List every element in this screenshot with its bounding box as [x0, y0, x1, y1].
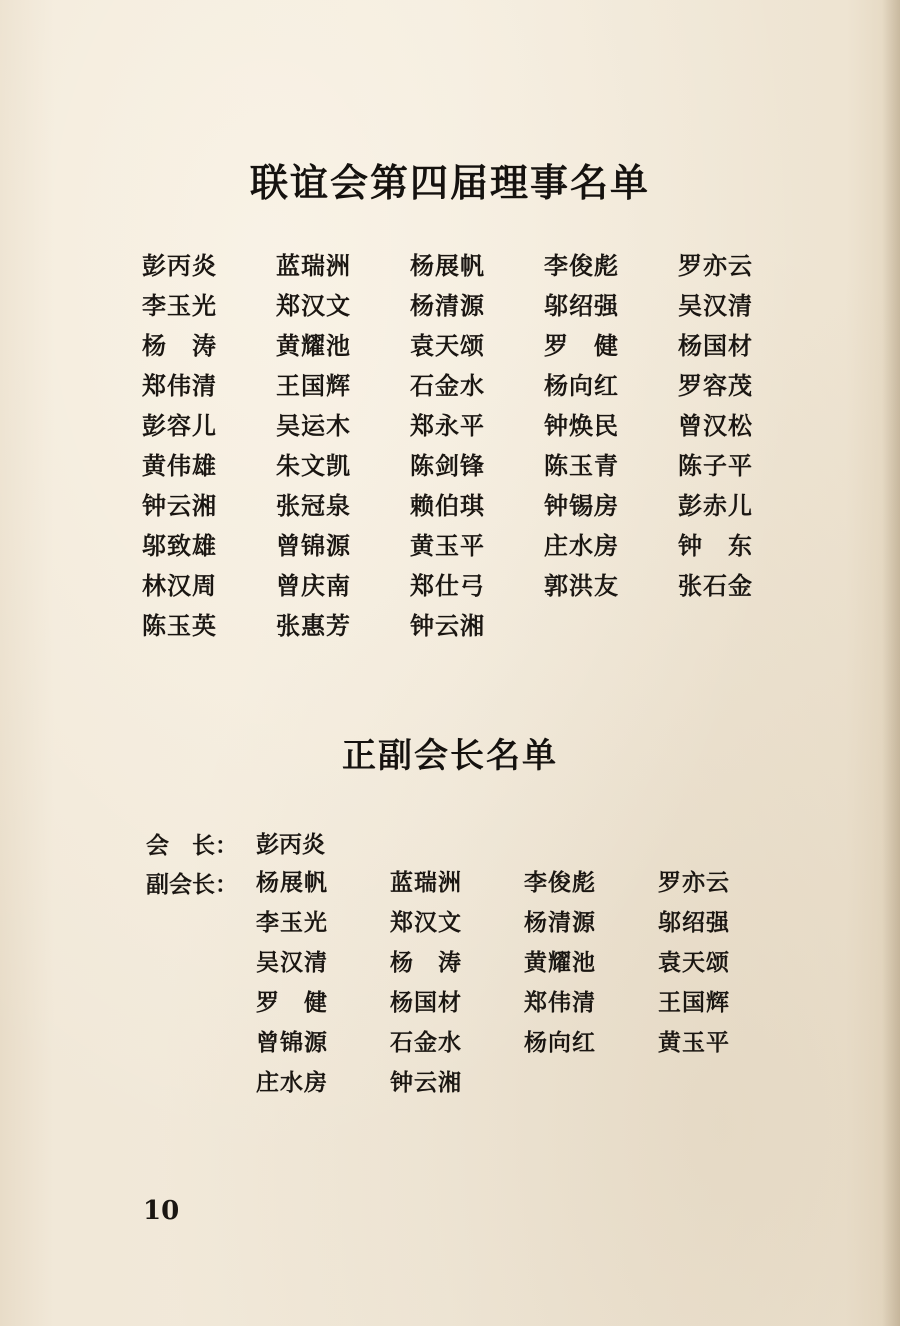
director-name: 吴运木	[276, 412, 351, 440]
director-name: 庄水房	[544, 532, 619, 560]
director-name: 钟锡房	[544, 492, 619, 520]
director-name: 黄耀池	[276, 332, 351, 360]
director-name: 郑仕弓	[410, 572, 485, 600]
director-name: 黄玉平	[410, 532, 485, 560]
director-name: 曾庆南	[276, 572, 351, 600]
director-name: 罗容茂	[678, 372, 753, 400]
vice-president-name: 王国辉	[658, 990, 730, 1016]
director-name: 杨展帆	[410, 252, 485, 280]
vice-president-label: 副会长：	[146, 872, 238, 898]
director-name: 郑汉文	[276, 292, 351, 320]
director-name: 钟云湘	[142, 492, 217, 520]
vice-president-name: 杨 涛	[390, 950, 462, 976]
vice-presidents-list	[256, 864, 792, 1104]
vice-president-name: 黄耀池	[524, 950, 596, 976]
leaders-title: 正副会长名单	[342, 736, 558, 776]
vice-president-name: 杨展帆	[256, 870, 328, 896]
director-name: 郑永平	[410, 412, 485, 440]
director-name: 杨国材	[678, 332, 753, 360]
vice-president-name: 吴汉清	[256, 950, 328, 976]
director-name: 吴汉清	[678, 292, 753, 320]
director-name: 杨 涛	[142, 332, 217, 360]
director-name: 邬致雄	[142, 532, 217, 560]
director-name: 罗亦云	[678, 252, 753, 280]
president-name: 彭丙炎	[256, 832, 325, 858]
director-name: 陈剑锋	[410, 452, 485, 480]
director-name: 钟 东	[678, 532, 753, 560]
director-name: 陈玉英	[142, 612, 217, 640]
director-name: 黄伟雄	[142, 452, 217, 480]
vice-president-name: 郑汉文	[390, 910, 462, 936]
vice-president-name: 李玉光	[256, 910, 328, 936]
director-name: 李俊彪	[544, 252, 619, 280]
vice-president-name: 曾锦源	[256, 1030, 328, 1056]
vice-president-name: 庄水房	[256, 1070, 328, 1096]
director-name: 蓝瑞洲	[276, 252, 351, 280]
director-name: 杨清源	[410, 292, 485, 320]
director-name: 袁天颂	[410, 332, 485, 360]
vice-president-name: 黄玉平	[658, 1030, 730, 1056]
director-name: 曾锦源	[276, 532, 351, 560]
president-label: 会 长：	[146, 833, 238, 859]
director-name: 彭赤儿	[678, 492, 753, 520]
vice-president-name: 钟云湘	[390, 1070, 462, 1096]
directors-title: 联谊会第四届理事名单	[249, 161, 650, 205]
director-name: 张冠泉	[276, 492, 351, 520]
vice-president-name: 罗亦云	[658, 870, 730, 896]
vice-president-name: 蓝瑞洲	[390, 870, 462, 896]
page-number: 10	[143, 1196, 180, 1226]
director-name: 罗 健	[544, 332, 619, 360]
director-name: 陈子平	[678, 452, 753, 480]
vice-president-name: 杨清源	[524, 910, 596, 936]
director-name: 林汉周	[142, 572, 217, 600]
director-name: 陈玉青	[544, 452, 619, 480]
vice-president-name: 李俊彪	[524, 870, 596, 896]
director-name: 曾汉松	[678, 412, 753, 440]
director-name: 郭洪友	[544, 572, 619, 600]
vice-president-name: 石金水	[390, 1030, 462, 1056]
director-name: 张石金	[678, 572, 753, 600]
vice-president-name: 杨向红	[524, 1030, 596, 1056]
director-name: 邬绍强	[544, 292, 619, 320]
vice-president-name: 杨国材	[390, 990, 462, 1016]
director-name: 彭容儿	[142, 412, 217, 440]
director-name: 钟云湘	[410, 612, 485, 640]
director-name: 杨向红	[544, 372, 619, 400]
director-name: 张惠芳	[276, 612, 351, 640]
vice-president-name: 邬绍强	[658, 910, 730, 936]
director-name: 钟焕民	[544, 412, 619, 440]
vice-president-name: 罗 健	[256, 990, 328, 1016]
director-name: 赖伯琪	[410, 492, 485, 520]
director-name: 郑伟清	[142, 372, 217, 400]
director-name: 朱文凯	[276, 452, 351, 480]
vice-president-name: 郑伟清	[524, 990, 596, 1016]
vice-president-name: 袁天颂	[658, 950, 730, 976]
director-name: 李玉光	[142, 292, 217, 320]
director-name: 石金水	[410, 372, 485, 400]
director-name: 王国辉	[276, 372, 351, 400]
directors-list	[142, 246, 812, 646]
director-name: 彭丙炎	[142, 252, 217, 280]
